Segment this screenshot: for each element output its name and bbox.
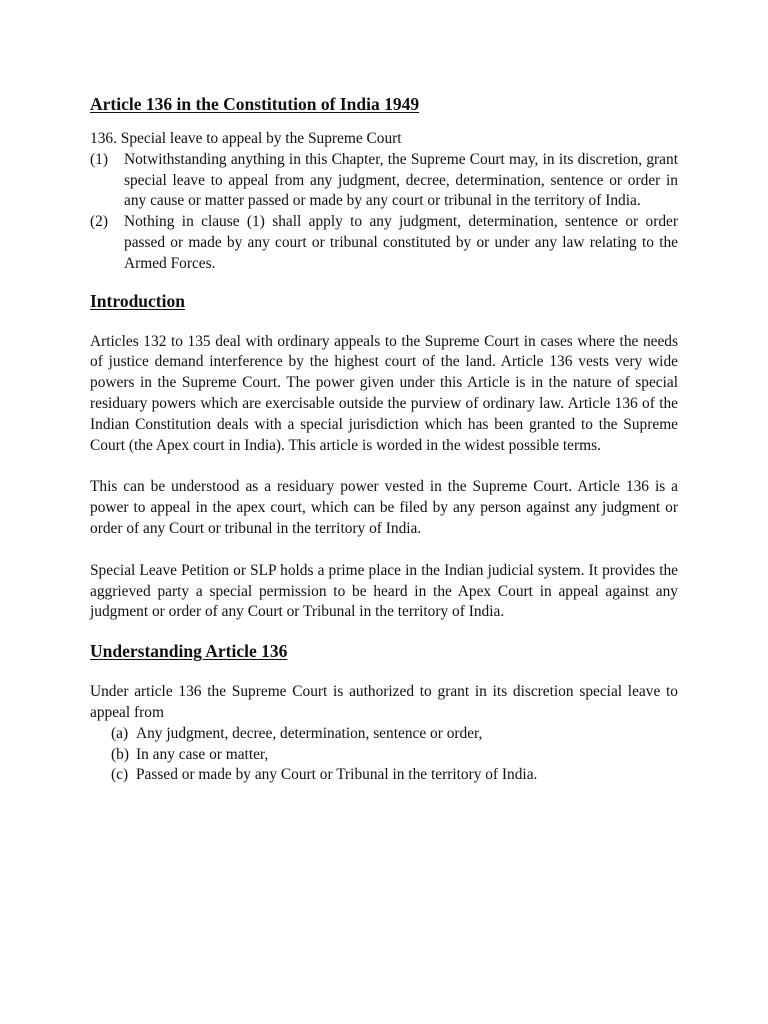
clause-number: (1) [90, 150, 108, 168]
list-item [111, 745, 678, 766]
document-title: Article 136 in the Constitution of India 1949 [90, 94, 420, 114]
understanding-heading: Understanding Article 136 [90, 641, 288, 662]
list-item-text: Passed or made by any Court or Tribunal in the territory of India. [136, 766, 538, 784]
appeal-grounds-list [90, 724, 678, 786]
understanding-intro: Under article 136 the Supreme Court is authorized to grant in its discretion special leave to appeal from [90, 683, 678, 721]
document-page [90, 92, 678, 786]
list-marker: (b) [111, 745, 129, 763]
introduction-paragraph-3: Special Leave Petition or SLP holds a prime place in the Indian judicial system. It provides the aggrieved party a special permission to be heard in the Apex Court in appeal against any judgment or order of any Court or Tribunal in the territory of India. [90, 561, 678, 621]
list-item-text: In any case or matter, [136, 745, 269, 763]
list-marker: (a) [111, 724, 129, 742]
clause-1 [90, 150, 678, 212]
introduction-heading: Introduction [90, 290, 185, 311]
list-item [111, 765, 678, 786]
list-item-text: Any judgment, decree, determination, sentence or order, [136, 724, 483, 742]
clause-text: Notwithstanding anything in this Chapter, the Supreme Court may, in its discretion, grant special leave to appeal from any judgment, decree, determination, sentence or order in any cause or matter passed or made by any court or tribunal in the territory of India. [124, 150, 678, 210]
clause-2 [90, 212, 678, 274]
introduction-paragraph-2: This can be understood as a residuary power vested in the Supreme Court. Article 136 is a power to appeal in the apex court, which can be filed by any person against any judgment or order of any Court or tribunal in the territory of India. [90, 478, 678, 537]
introduction-paragraph-1: Articles 132 to 135 deal with ordinary appeals to the Supreme Court in cases where the needs of justice demand interference by the highest court of the land. Article 136 vests very wide powers in the Supreme Court. The power given under this Article is in the nature of special residuary powers which are exercisable outside the purview of ordinary law. Article 136 of the Indian Constitution deals with a special jurisdiction which has been granted to the Supreme Court (the Apex court in India). This article is worded in the widest possible terms. [90, 332, 678, 454]
list-item [111, 724, 678, 745]
list-marker: (c) [111, 766, 129, 784]
article-heading: 136. Special leave to appeal by the Supreme Court [90, 130, 402, 147]
clause-text: Nothing in clause (1) shall apply to any judgment, determination, sentence or order passed or made by any court or tribunal constituted by or under any law relating to the Armed Forces. [124, 213, 678, 272]
clause-number: (2) [90, 213, 108, 231]
